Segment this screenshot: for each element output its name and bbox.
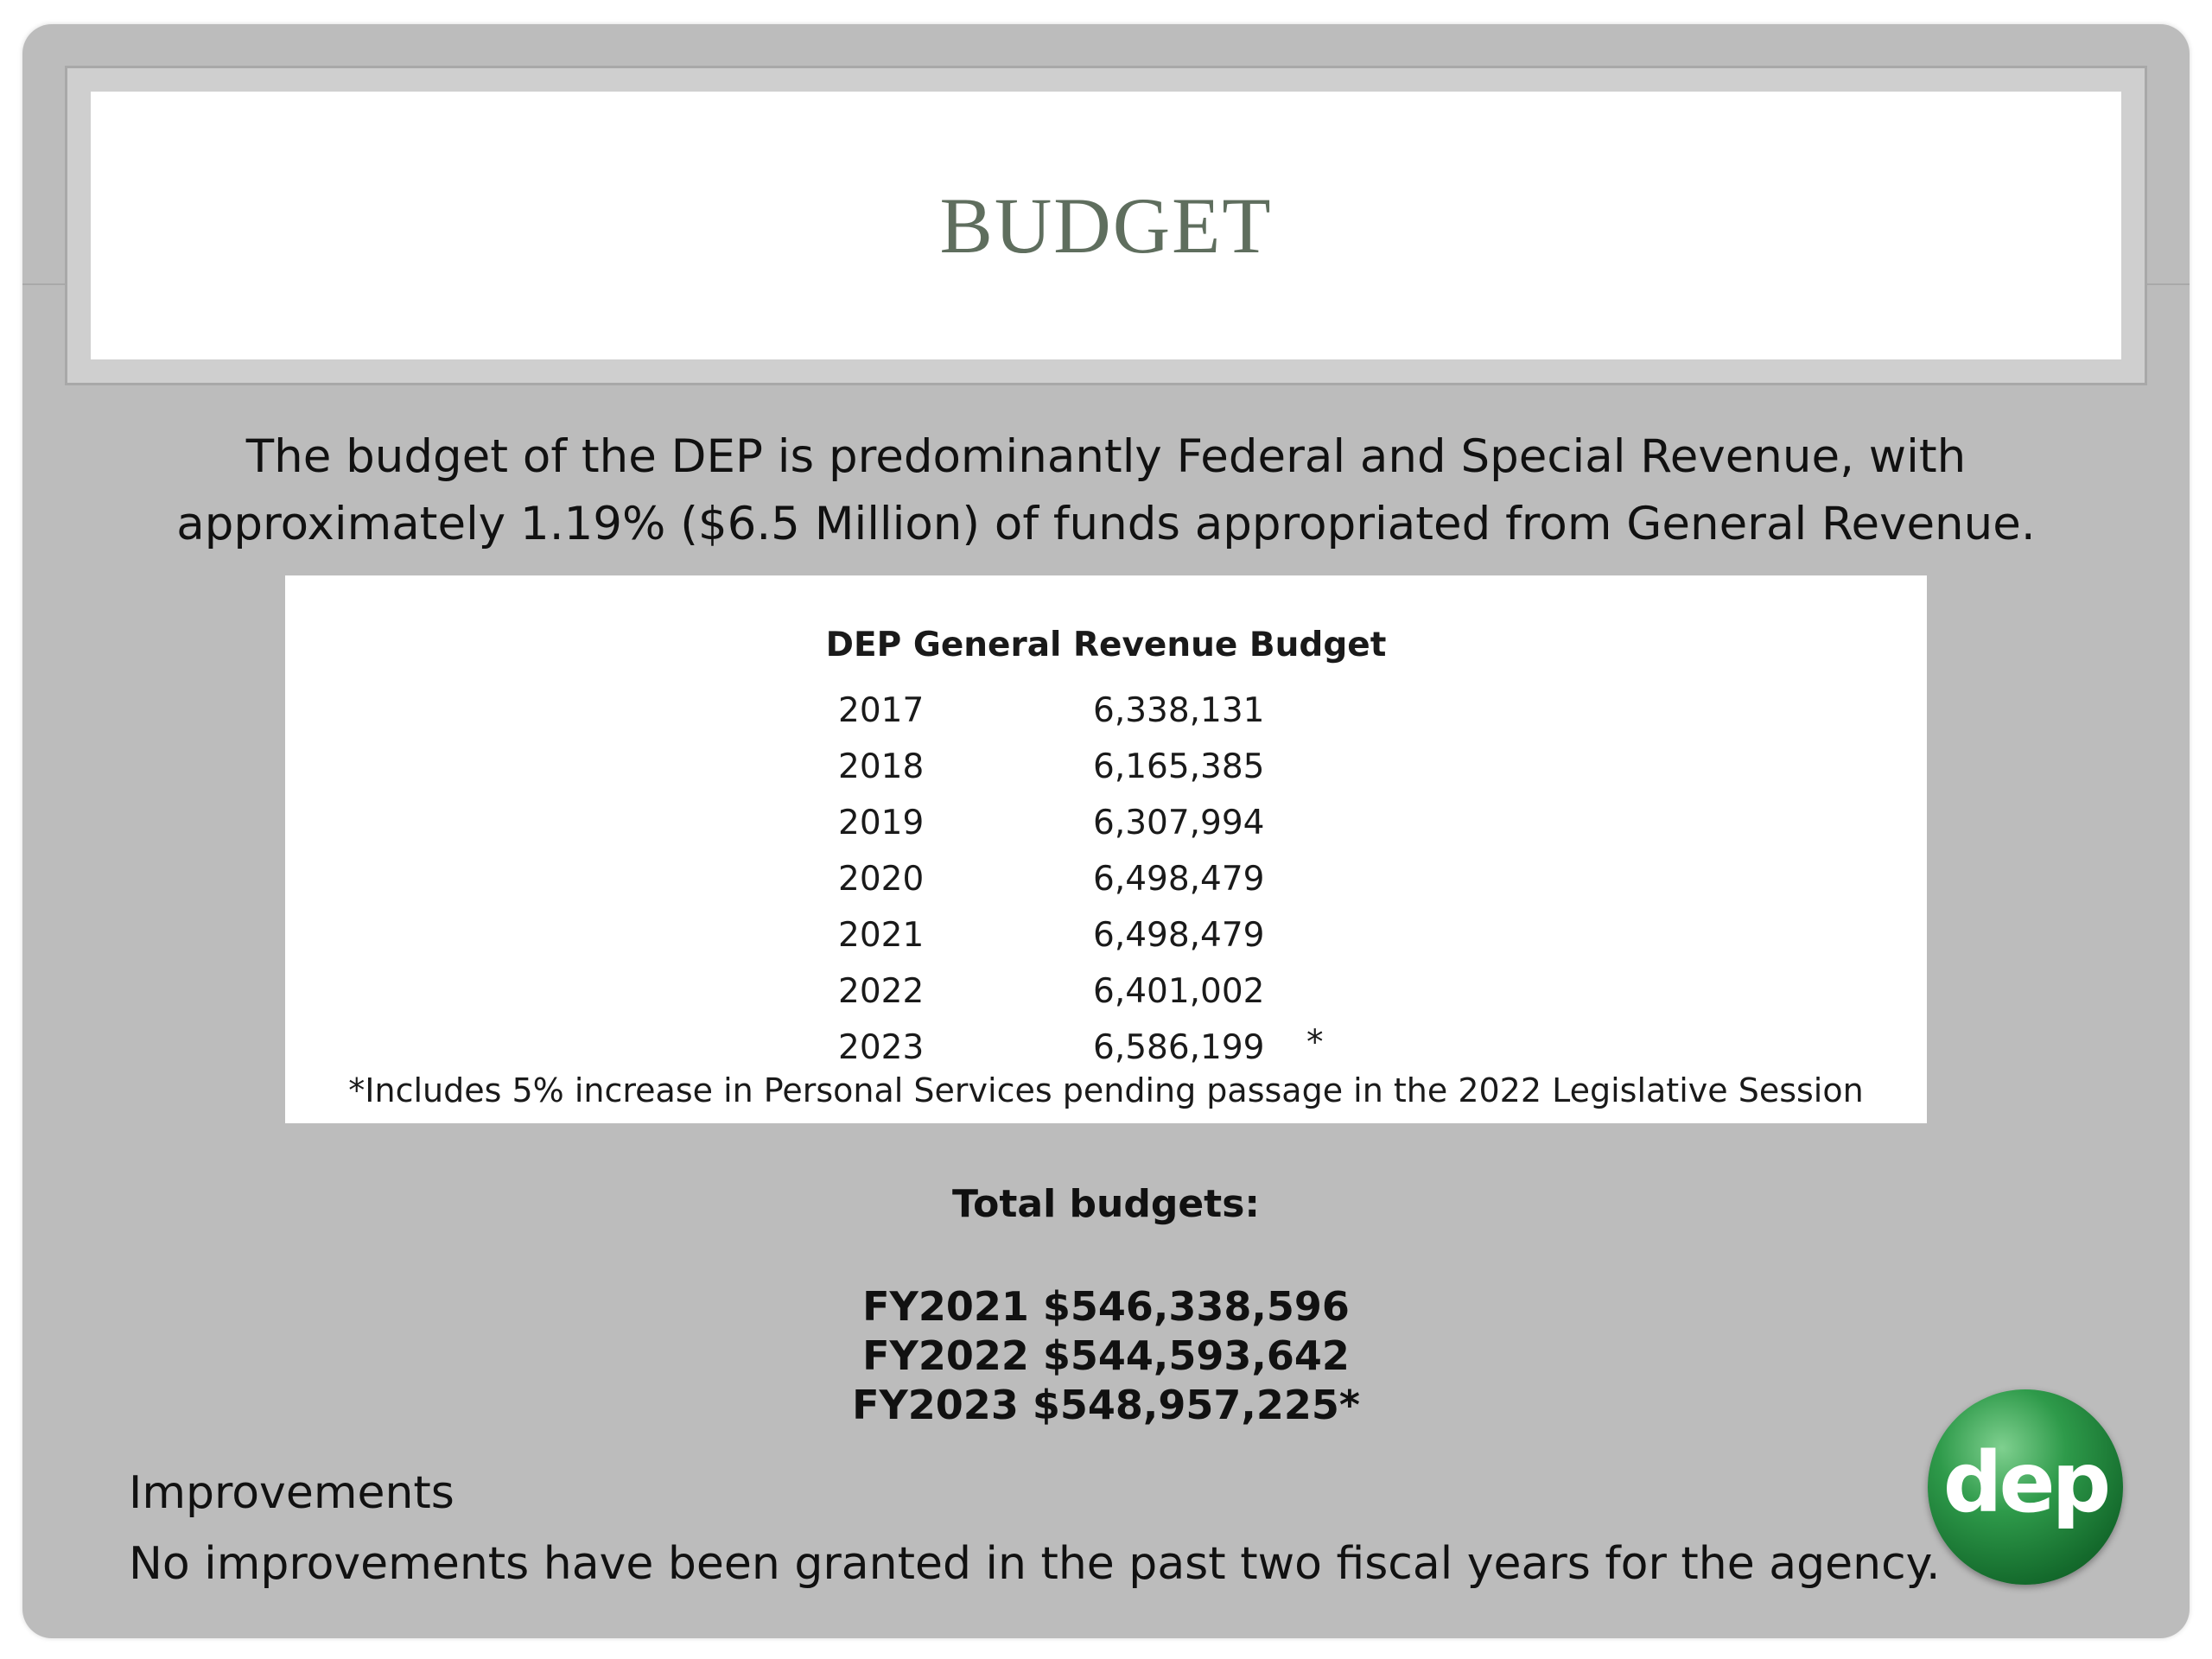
row-mark: * [1306,1023,1324,1062]
table-rows [285,679,1927,1072]
improvements-text: No improvements have been granted in the past two fiscal years for the agency. [129,1538,1941,1590]
dep-logo-icon [1928,1389,2123,1585]
table-row [285,735,1927,791]
row-year: 2022 [838,972,925,1011]
title-frame [65,66,2147,385]
totals-label: Total budgets: [952,1182,1260,1226]
table-footnote: *Includes 5% increase in Personal Services pending passage in the 2022 Legislative Session [348,1071,1864,1109]
row-year: 2017 [838,691,925,730]
row-value: 6,498,479 [1093,860,1265,899]
table-row [285,791,1927,848]
row-year: 2021 [838,916,925,955]
improvements-heading: Improvements [129,1467,454,1519]
budget-table [285,575,1927,1123]
row-year: 2020 [838,860,925,899]
row-year: 2023 [838,1028,925,1067]
row-value: 6,586,199 [1093,1028,1265,1067]
row-value: 6,338,131 [1093,691,1265,730]
table-row [285,904,1927,960]
intro-text [22,423,2190,558]
total-fy2022: FY2022 $544,593,642 [862,1332,1350,1379]
slide-title: BUDGET [939,181,1273,270]
table-row [285,848,1927,904]
row-year: 2018 [838,747,925,786]
table-title: DEP General Revenue Budget [825,626,1387,664]
totals-list [22,1282,2190,1430]
total-fy2023: FY2023 $548,957,225* [852,1382,1360,1428]
row-year: 2019 [838,804,925,842]
row-value: 6,307,994 [1093,804,1265,842]
row-value: 6,165,385 [1093,747,1265,786]
intro-line-2: approximately 1.19% ($6.5 Million) of funds appropriated from General Revenue. [176,498,2036,550]
intro-line-1: The budget of the DEP is predominantly Federal and Special Revenue, with [245,430,1967,483]
title-box [91,92,2121,359]
table-row [285,1016,1927,1072]
table-row [285,679,1927,735]
total-fy2021: FY2021 $546,338,596 [862,1283,1350,1330]
row-value: 6,498,479 [1093,916,1265,955]
table-row [285,960,1927,1016]
row-value: 6,401,002 [1093,972,1265,1011]
logo-text: dep [1942,1434,2108,1531]
slide [22,24,2190,1638]
